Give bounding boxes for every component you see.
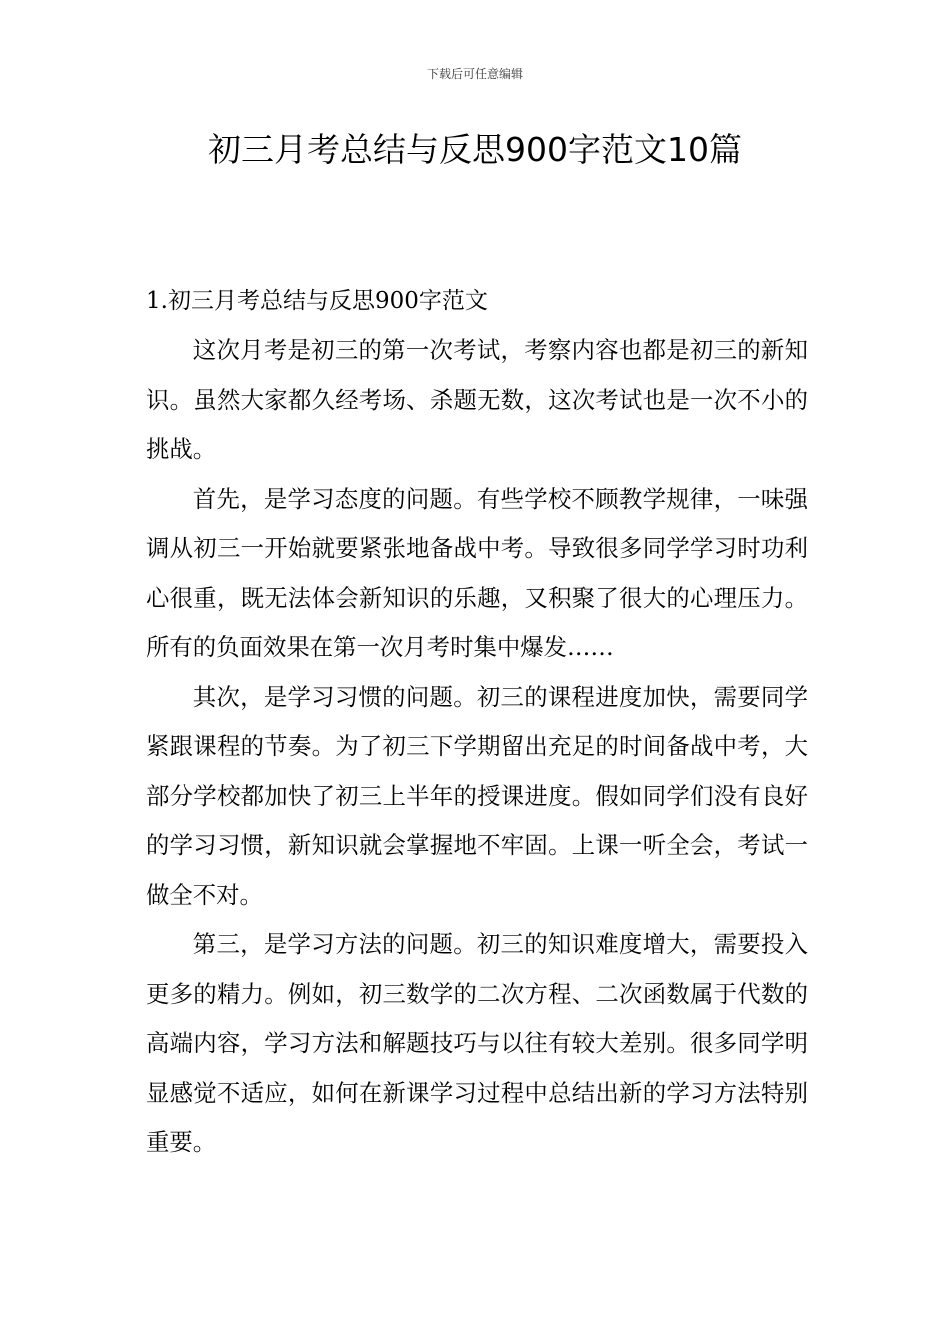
document-body (146, 276, 808, 1168)
header-note: 下载后可任意编辑 (426, 67, 523, 81)
paragraph-1: 这次月考是初三的第一次考试，考察内容也都是初三的新知识。虽然大家都久经考场、杀题无数，这次考试也是一次不小的挑战。 (146, 336, 808, 463)
paragraph-4: 第三，是学习方法的问题。初三的知识难度增大，需要投入更多的精力。例如，初三数学的二次方程、二次函数属于代数的高端内容，学习方法和解题技巧与以往有较大差别。很多同学明显感觉不适应，如何在新课学习过程中总结出新的学习方法特别重要。 (146, 930, 808, 1156)
paragraph-3: 其次，是学习习惯的问题。初三的课程进度加快，需要同学紧跟课程的节奏。为了初三下学期留出充足的时间备战中考，大部分学校都加快了初三上半年的授课进度。假如同学们没有良好的学习习惯，新知识就会掌握地不牢固。上课一听全会，考试一做全不对。 (146, 682, 808, 909)
section-heading: 1.初三月考总结与反思900字范文 (146, 288, 488, 314)
paragraph-2: 首先，是学习态度的问题。有些学校不顾教学规律，一味强调从初三一开始就要紧张地备战中考。导致很多同学学习时功利心很重，既无法体会新知识的乐趣，又积聚了很大的心理压力。所有的负面效果在第一次月考时集中爆发…… (146, 484, 808, 661)
page-title: 初三月考总结与反思900字范文10篇 (208, 130, 742, 169)
